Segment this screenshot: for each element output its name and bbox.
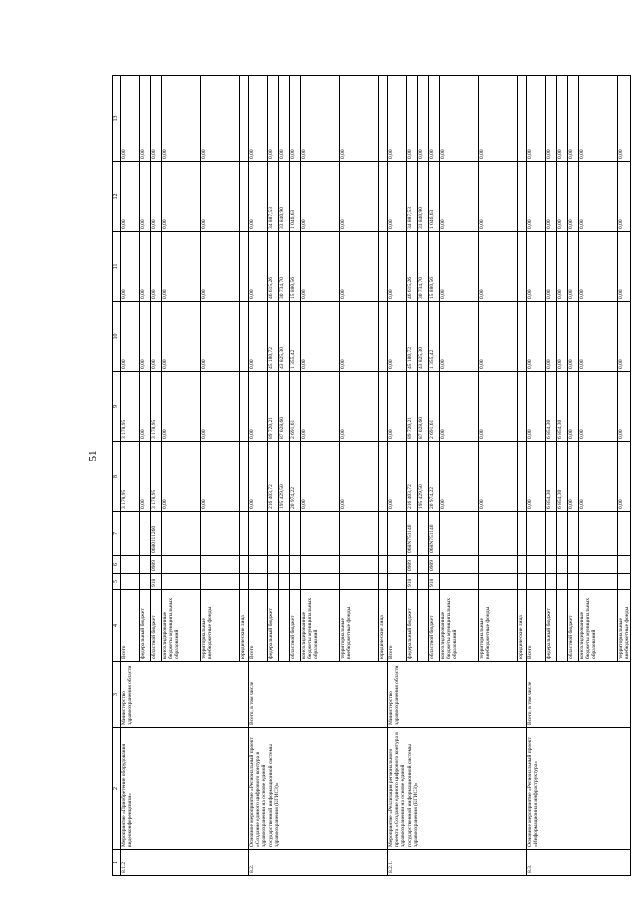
amount-cell <box>240 76 249 162</box>
amount-cell: 0,00 <box>151 76 162 162</box>
amount-cell: 0,00 <box>301 232 340 302</box>
funding-source: федеральный бюджет <box>268 590 279 662</box>
table-row <box>249 76 268 876</box>
funding-source: консолидированные бюджеты муниципальных образований <box>440 590 479 662</box>
amount-cell: 0,00 <box>140 232 151 302</box>
block-name: Мероприятие «Приобретение оборудования видеоконференцсвязи» <box>121 728 249 850</box>
amount-cell <box>240 302 249 372</box>
amount-cell <box>379 162 388 232</box>
block-executor: Всего, в том числе <box>527 662 631 728</box>
amount-cell: 45 180,72 <box>268 302 279 372</box>
amount-cell: 0,00 <box>546 232 557 302</box>
amount-cell <box>240 162 249 232</box>
grbs-code <box>301 574 340 590</box>
grbs-code <box>279 574 290 590</box>
section-code: 0909 <box>151 556 162 574</box>
amount-cell: 43 825,30 <box>279 302 290 372</box>
amount-cell: 34 887,53 <box>407 162 418 232</box>
target-article-code <box>568 512 579 556</box>
header-cell: 3 <box>113 662 121 728</box>
amount-cell: 0,00 <box>249 442 268 512</box>
header-cell: 13 <box>113 76 121 162</box>
amount-cell: 0,00 <box>418 76 429 162</box>
amount-cell: 3 178,95 <box>151 372 162 442</box>
funding-source: областной бюджет <box>429 590 440 662</box>
amount-cell: 0,00 <box>140 442 151 512</box>
amount-cell: 0,00 <box>440 232 479 302</box>
amount-cell: 0,00 <box>388 162 407 232</box>
amount-cell <box>379 76 388 162</box>
amount-cell: 0,00 <box>249 302 268 372</box>
amount-cell: 0,00 <box>249 232 268 302</box>
grbs-code <box>479 574 518 590</box>
amount-cell: 0,00 <box>268 76 279 162</box>
grbs-code <box>140 574 151 590</box>
amount-cell: 0,00 <box>618 162 631 232</box>
section-code <box>240 556 249 574</box>
amount-cell: 20 974,22 <box>429 442 440 512</box>
block-name: Основное мероприятие «Региональный проект «Создание единого цифрового контура в здравоохранении на основе единой государственной информационной системы здравоохранения (ЕГИСЗ)» <box>249 728 388 850</box>
grbs-code <box>557 574 568 590</box>
amount-cell: 0,00 <box>440 372 479 442</box>
grbs-code <box>268 574 279 590</box>
target-article-code <box>268 512 279 556</box>
amount-cell: 0,00 <box>388 442 407 512</box>
section-code: 0909 <box>407 556 418 574</box>
amount-cell: 0,00 <box>407 76 418 162</box>
amount-cell: 6 854,30 <box>546 442 557 512</box>
grbs-code: 918 <box>151 574 162 590</box>
amount-cell: 0,00 <box>527 372 546 442</box>
amount-cell <box>240 232 249 302</box>
section-code <box>162 556 201 574</box>
amount-cell: 0,00 <box>527 162 546 232</box>
amount-cell: 3 178,95 <box>121 372 140 442</box>
section-code <box>618 556 631 574</box>
target-article-code <box>121 512 140 556</box>
amount-cell: 0,00 <box>340 232 379 302</box>
target-article-code <box>518 512 527 556</box>
header-cell: 5 <box>113 574 121 590</box>
amount-cell: 0,00 <box>201 442 240 512</box>
budget-table <box>112 75 631 876</box>
amount-cell: 0,00 <box>201 232 240 302</box>
block-num: 8.2. <box>249 850 388 876</box>
amount-cell: 0,00 <box>162 442 201 512</box>
amount-cell: 3 178,95 <box>121 442 140 512</box>
amount-cell: 0,00 <box>568 162 579 232</box>
amount-cell: 0,00 <box>121 302 140 372</box>
section-code <box>440 556 479 574</box>
amount-cell: 0,00 <box>579 442 618 512</box>
funding-source <box>279 590 290 662</box>
section-code <box>388 556 407 574</box>
amount-cell: 0,00 <box>249 372 268 442</box>
budget-table-container <box>112 76 631 876</box>
amount-cell: 0,00 <box>479 76 518 162</box>
section-code: 0909 <box>429 556 440 574</box>
amount-cell <box>518 372 527 442</box>
amount-cell <box>379 372 388 442</box>
amount-cell: 0,00 <box>618 442 631 512</box>
grbs-code <box>249 574 268 590</box>
rotated-page <box>112 76 631 876</box>
amount-cell: 0,00 <box>579 372 618 442</box>
section-code <box>557 556 568 574</box>
amount-cell: 1 355,42 <box>429 302 440 372</box>
amount-cell: 0,00 <box>388 232 407 302</box>
section-code <box>579 556 618 574</box>
amount-cell: 0,00 <box>479 302 518 372</box>
target-article-code <box>162 512 201 556</box>
header-cell: 6 <box>113 556 121 574</box>
amount-cell: 0,00 <box>579 162 618 232</box>
target-article-code <box>479 512 518 556</box>
target-article-code <box>379 512 388 556</box>
section-code <box>140 556 151 574</box>
amount-cell: 0,00 <box>290 76 301 162</box>
grbs-code <box>162 574 201 590</box>
target-article-code: 068N751140 <box>407 512 418 556</box>
amount-cell <box>518 232 527 302</box>
funding-source: федеральный бюджет <box>140 590 151 662</box>
funding-source: консолидированные бюджеты муниципальных образований <box>301 590 340 662</box>
amount-cell: 0,00 <box>249 162 268 232</box>
target-article-code <box>279 512 290 556</box>
page-number: 51 <box>87 450 99 462</box>
grbs-code <box>240 574 249 590</box>
amount-cell: 0,00 <box>440 442 479 512</box>
amount-cell: 0,00 <box>140 76 151 162</box>
amount-cell: 0,00 <box>618 232 631 302</box>
target-article-code <box>140 512 151 556</box>
section-code <box>546 556 557 574</box>
amount-cell: 0,00 <box>340 76 379 162</box>
amount-cell: 0,00 <box>479 442 518 512</box>
amount-cell: 6 854,30 <box>546 372 557 442</box>
amount-cell: 0,00 <box>579 232 618 302</box>
amount-cell: 0,00 <box>201 76 240 162</box>
amount-cell: 0,00 <box>388 302 407 372</box>
amount-cell: 0,00 <box>162 372 201 442</box>
funding-source: юридические лица <box>518 590 527 662</box>
funding-source: Всего <box>249 590 268 662</box>
target-article-code <box>418 512 429 556</box>
grbs-code <box>618 574 631 590</box>
amount-cell: 34 887,53 <box>268 162 279 232</box>
amount-cell: 0,00 <box>546 76 557 162</box>
block-num: 8.3. <box>527 850 631 876</box>
grbs-code <box>527 574 546 590</box>
amount-cell: 0,00 <box>340 442 379 512</box>
amount-cell: 0,00 <box>568 442 579 512</box>
target-article-code <box>249 512 268 556</box>
amount-cell: 0,00 <box>121 76 140 162</box>
amount-cell <box>240 372 249 442</box>
amount-cell: 45 180,72 <box>407 302 418 372</box>
funding-source: консолидированные бюджеты муниципальных образований <box>579 590 618 662</box>
header-cell: 12 <box>113 162 121 232</box>
funding-source: областной бюджет <box>151 590 162 662</box>
amount-cell: 0,00 <box>479 372 518 442</box>
amount-cell: 0,00 <box>557 232 568 302</box>
amount-cell: 6 854,30 <box>557 372 568 442</box>
amount-cell: 1 355,42 <box>290 302 301 372</box>
amount-cell: 0,00 <box>279 76 290 162</box>
target-article-code <box>579 512 618 556</box>
table-body <box>113 76 631 876</box>
amount-cell: 0,00 <box>162 302 201 372</box>
target-article-code <box>388 512 407 556</box>
block-num: 8.1.2 <box>121 850 249 876</box>
funding-source <box>418 590 429 662</box>
amount-cell: 0,00 <box>162 76 201 162</box>
amount-cell: 0,00 <box>201 162 240 232</box>
block-executor: Министерство здравоохранения области <box>121 662 249 728</box>
amount-cell: 0,00 <box>388 372 407 442</box>
amount-cell: 46 615,26 <box>407 232 418 302</box>
amount-cell: 87 028,60 <box>279 372 290 442</box>
section-code <box>527 556 546 574</box>
funding-source <box>557 590 568 662</box>
amount-cell: 0,00 <box>340 162 379 232</box>
amount-cell: 0,00 <box>618 372 631 442</box>
header-cell: 1 <box>113 850 121 876</box>
amount-cell: 0,00 <box>440 76 479 162</box>
grbs-code <box>418 574 429 590</box>
target-article-code: 068N751140 <box>429 512 440 556</box>
header-cell: 4 <box>113 590 121 662</box>
grbs-code <box>579 574 618 590</box>
funding-source: территориальные внебюджетные фонды <box>479 590 518 662</box>
amount-cell: 0,00 <box>527 442 546 512</box>
amount-cell <box>379 442 388 512</box>
funding-source: областной бюджет <box>568 590 579 662</box>
amount-cell: 33 840,90 <box>279 162 290 232</box>
target-article-code <box>340 512 379 556</box>
grbs-code <box>379 574 388 590</box>
amount-cell: 0,00 <box>568 232 579 302</box>
amount-cell: 0,00 <box>140 302 151 372</box>
amount-cell: 0,00 <box>527 302 546 372</box>
block-name: Основное мероприятие «Региональный проект «Информационная инфраструктура» <box>527 728 631 850</box>
target-article-code <box>301 512 340 556</box>
amount-cell: 43 825,30 <box>418 302 429 372</box>
funding-source: областной бюджет <box>290 590 301 662</box>
section-code <box>340 556 379 574</box>
amount-cell: 0,00 <box>301 442 340 512</box>
amount-cell: 0,00 <box>479 232 518 302</box>
amount-cell: 216 403,72 <box>268 442 279 512</box>
grbs-code <box>340 574 379 590</box>
target-article-code <box>557 512 568 556</box>
amount-cell: 30 734,70 <box>279 232 290 302</box>
section-code <box>301 556 340 574</box>
amount-cell: 15 880,56 <box>429 232 440 302</box>
amount-cell: 0,00 <box>340 372 379 442</box>
amount-cell: 0,00 <box>527 76 546 162</box>
header-cell: 9 <box>113 372 121 442</box>
amount-cell <box>518 162 527 232</box>
amount-cell: 0,00 <box>557 76 568 162</box>
header-cell: 10 <box>113 302 121 372</box>
amount-cell: 0,00 <box>249 76 268 162</box>
amount-cell: 6 854,30 <box>557 442 568 512</box>
target-article-code <box>546 512 557 556</box>
amount-cell: 89 720,21 <box>407 372 418 442</box>
grbs-code <box>201 574 240 590</box>
header-cell: 11 <box>113 232 121 302</box>
amount-cell: 0,00 <box>140 372 151 442</box>
grbs-code: 918 <box>429 574 440 590</box>
target-article-code <box>201 512 240 556</box>
amount-cell: 46 615,26 <box>268 232 279 302</box>
amount-cell: 0,00 <box>546 302 557 372</box>
amount-cell: 0,00 <box>151 302 162 372</box>
funding-source: территориальные внебюджетные фонды <box>618 590 631 662</box>
amount-cell: 0,00 <box>568 76 579 162</box>
amount-cell: 0,00 <box>201 372 240 442</box>
section-code <box>121 556 140 574</box>
target-article-code <box>527 512 546 556</box>
funding-source: федеральный бюджет <box>407 590 418 662</box>
amount-cell: 0,00 <box>162 232 201 302</box>
amount-cell: 0,00 <box>618 76 631 162</box>
amount-cell: 0,00 <box>546 162 557 232</box>
amount-cell: 195 429,50 <box>279 442 290 512</box>
table-row <box>121 76 140 876</box>
amount-cell: 0,00 <box>151 162 162 232</box>
amount-cell <box>379 302 388 372</box>
funding-source: территориальные внебюджетные фонды <box>201 590 240 662</box>
section-code <box>518 556 527 574</box>
amount-cell: 0,00 <box>201 302 240 372</box>
amount-cell <box>379 232 388 302</box>
funding-source: консолидированные бюджеты муниципальных образований <box>162 590 201 662</box>
amount-cell: 0,00 <box>121 232 140 302</box>
funding-source: юридические лица <box>379 590 388 662</box>
amount-cell: 0,00 <box>151 232 162 302</box>
amount-cell <box>518 442 527 512</box>
grbs-code <box>518 574 527 590</box>
amount-cell: 2 691,61 <box>429 372 440 442</box>
amount-cell: 0,00 <box>557 302 568 372</box>
target-article-code: 0680111260 <box>151 512 162 556</box>
section-code <box>249 556 268 574</box>
section-code <box>201 556 240 574</box>
block-executor: Всего, в том числе <box>249 662 388 728</box>
section-code <box>290 556 301 574</box>
amount-cell: 0,00 <box>301 372 340 442</box>
amount-cell: 0,00 <box>568 372 579 442</box>
amount-cell: 33 840,90 <box>418 162 429 232</box>
section-code <box>279 556 290 574</box>
amount-cell: 0,00 <box>301 76 340 162</box>
amount-cell: 30 734,70 <box>418 232 429 302</box>
grbs-code: 918 <box>407 574 418 590</box>
funding-source: территориальные внебюджетные фонды <box>340 590 379 662</box>
grbs-code <box>440 574 479 590</box>
funding-source: юридические лица <box>240 590 249 662</box>
amount-cell: 0,00 <box>579 302 618 372</box>
amount-cell: 0,00 <box>162 162 201 232</box>
amount-cell: 0,00 <box>301 162 340 232</box>
amount-cell: 0,00 <box>568 302 579 372</box>
grbs-code <box>546 574 557 590</box>
amount-cell: 3 178,95 <box>151 442 162 512</box>
section-code <box>479 556 518 574</box>
amount-cell: 0,00 <box>121 162 140 232</box>
header-cell: 8 <box>113 442 121 512</box>
amount-cell: 0,00 <box>527 232 546 302</box>
amount-cell <box>518 76 527 162</box>
amount-cell: 0,00 <box>557 162 568 232</box>
funding-source: Всего <box>388 590 407 662</box>
amount-cell: 1 046,63 <box>429 162 440 232</box>
amount-cell <box>518 302 527 372</box>
amount-cell: 0,00 <box>340 302 379 372</box>
amount-cell <box>240 442 249 512</box>
grbs-code <box>121 574 140 590</box>
amount-cell: 0,00 <box>388 76 407 162</box>
target-article-code <box>440 512 479 556</box>
amount-cell: 89 720,21 <box>268 372 279 442</box>
table-row <box>388 76 407 876</box>
header-row <box>113 76 121 876</box>
funding-source: Всего <box>121 590 140 662</box>
section-code <box>268 556 279 574</box>
grbs-code <box>388 574 407 590</box>
amount-cell: 195 429,50 <box>418 442 429 512</box>
section-code <box>568 556 579 574</box>
amount-cell: 2 691,61 <box>290 372 301 442</box>
amount-cell: 0,00 <box>579 76 618 162</box>
amount-cell: 0,00 <box>429 76 440 162</box>
header-cell: 2 <box>113 728 121 850</box>
amount-cell: 87 028,60 <box>418 372 429 442</box>
funding-source: федеральный бюджет <box>546 590 557 662</box>
section-code <box>418 556 429 574</box>
amount-cell: 0,00 <box>140 162 151 232</box>
block-num: 8.2.1. <box>388 850 527 876</box>
section-code <box>379 556 388 574</box>
grbs-code <box>568 574 579 590</box>
funding-source: Всего <box>527 590 546 662</box>
amount-cell: 0,00 <box>440 162 479 232</box>
amount-cell: 216 403,72 <box>407 442 418 512</box>
amount-cell: 0,00 <box>618 302 631 372</box>
target-article-code <box>618 512 631 556</box>
grbs-code <box>290 574 301 590</box>
target-article-code <box>290 512 301 556</box>
target-article-code <box>240 512 249 556</box>
block-executor: Министерство здравоохранения области <box>388 662 527 728</box>
table-row <box>527 76 546 876</box>
amount-cell: 0,00 <box>301 302 340 372</box>
amount-cell: 20 974,22 <box>290 442 301 512</box>
amount-cell: 1 046,63 <box>290 162 301 232</box>
amount-cell: 0,00 <box>479 162 518 232</box>
block-name: Мероприятие «Реализация регионального проекта «Создание единого цифрового контура в здравоохранении на основе единой государственной информационной системы здравоохранения (ЕГИСЗ)» <box>388 728 527 850</box>
amount-cell: 15 880,56 <box>290 232 301 302</box>
header-cell: 7 <box>113 512 121 556</box>
amount-cell: 0,00 <box>440 302 479 372</box>
